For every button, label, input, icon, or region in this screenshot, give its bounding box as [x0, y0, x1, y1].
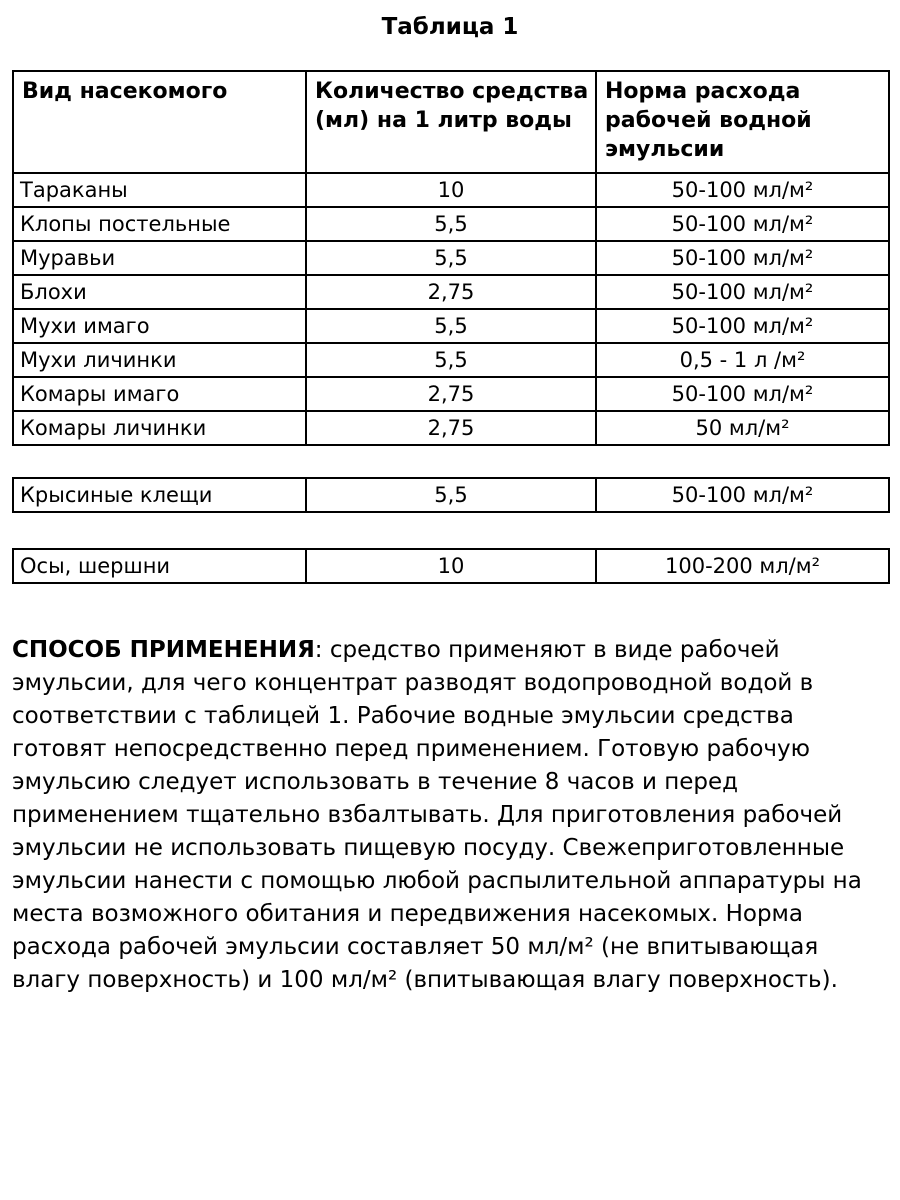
rate-cell: 50-100 мл/м² — [596, 377, 889, 411]
insect-name-cell: Мухи имаго — [13, 309, 306, 343]
dosage-cell: 5,5 — [306, 241, 596, 275]
insect-name-cell: Клопы постельные — [13, 207, 306, 241]
insect-name-cell: Муравьи — [13, 241, 306, 275]
table-spacer — [12, 513, 888, 548]
insect-name-cell: Тараканы — [13, 173, 306, 207]
insect-name-cell: Крысиные клещи — [13, 478, 306, 512]
insect-name-cell: Комары личинки — [13, 411, 306, 445]
insect-name-cell: Комары имаго — [13, 377, 306, 411]
dosage-cell: 5,5 — [306, 478, 596, 512]
dosage-cell: 5,5 — [306, 309, 596, 343]
table-spacer — [12, 446, 888, 477]
dosage-cell: 2,75 — [306, 275, 596, 309]
rate-cell: 50-100 мл/м² — [596, 309, 889, 343]
usage-instructions — [12, 634, 888, 997]
insect-name-cell: Мухи личинки — [13, 343, 306, 377]
usage-heading: СПОСОБ ПРИМЕНЕНИЯ — [12, 637, 315, 664]
rate-cell: 50-100 мл/м² — [596, 241, 889, 275]
table-row — [13, 207, 889, 241]
dosage-cell: 5,5 — [306, 207, 596, 241]
header-dosage: Количество средства (мл) на 1 литр воды — [306, 71, 596, 173]
header-insect-type: Вид насекомого — [13, 71, 306, 173]
table-row — [13, 478, 889, 512]
dosage-cell: 10 — [306, 549, 596, 583]
page-title: Таблица 1 — [381, 14, 519, 40]
main-table — [12, 70, 890, 446]
rate-cell: 50-100 мл/м² — [596, 207, 889, 241]
table-row — [13, 377, 889, 411]
rate-cell: 50-100 мл/м² — [596, 275, 889, 309]
dosage-cell: 10 — [306, 173, 596, 207]
table-row — [13, 411, 889, 445]
insect-name-cell: Осы, шершни — [13, 549, 306, 583]
rate-cell: 50 мл/м² — [596, 411, 889, 445]
dosage-cell: 5,5 — [306, 343, 596, 377]
dosage-cell: 2,75 — [306, 377, 596, 411]
usage-body-text: : средство применяют в виде рабочей эмульсии, для чего концентрат разводят водопроводной водой в соответствии с таблицей 1. Рабочие водные эмульсии средства готовят непосредственно перед применением. Готовую рабочую эмульсию следует использовать в течение 8 часов и перед применением тщательно взбалтывать. Для приготовления рабочей эмульсии не использовать пищевую посуду. Свежеприготовленные эмульсии нанести с помощью любой распылительной аппаратуры на места возможного обитания и передвижения насекомых. Норма расхода рабочей эмульсии составляет 50 мл/м² (не впитывающая влагу поверхность) и 100 мл/м² (впитывающая влагу поверхность). — [12, 637, 862, 994]
header-consumption-rate: Норма расхода рабочей водной эмульсии — [596, 71, 889, 173]
table-row — [13, 241, 889, 275]
insect-name-cell: Блохи — [13, 275, 306, 309]
dosage-cell: 2,75 — [306, 411, 596, 445]
rate-cell: 100-200 мл/м² — [596, 549, 889, 583]
rat-mites-table — [12, 477, 890, 513]
header-row — [13, 71, 889, 173]
rate-cell: 50-100 мл/м² — [596, 478, 889, 512]
rate-cell: 50-100 мл/м² — [596, 173, 889, 207]
table-row — [13, 309, 889, 343]
table-row — [13, 549, 889, 583]
table-row — [13, 275, 889, 309]
table-row — [13, 343, 889, 377]
table-row — [13, 173, 889, 207]
wasps-table — [12, 548, 890, 584]
rate-cell: 0,5 - 1 л /м² — [596, 343, 889, 377]
